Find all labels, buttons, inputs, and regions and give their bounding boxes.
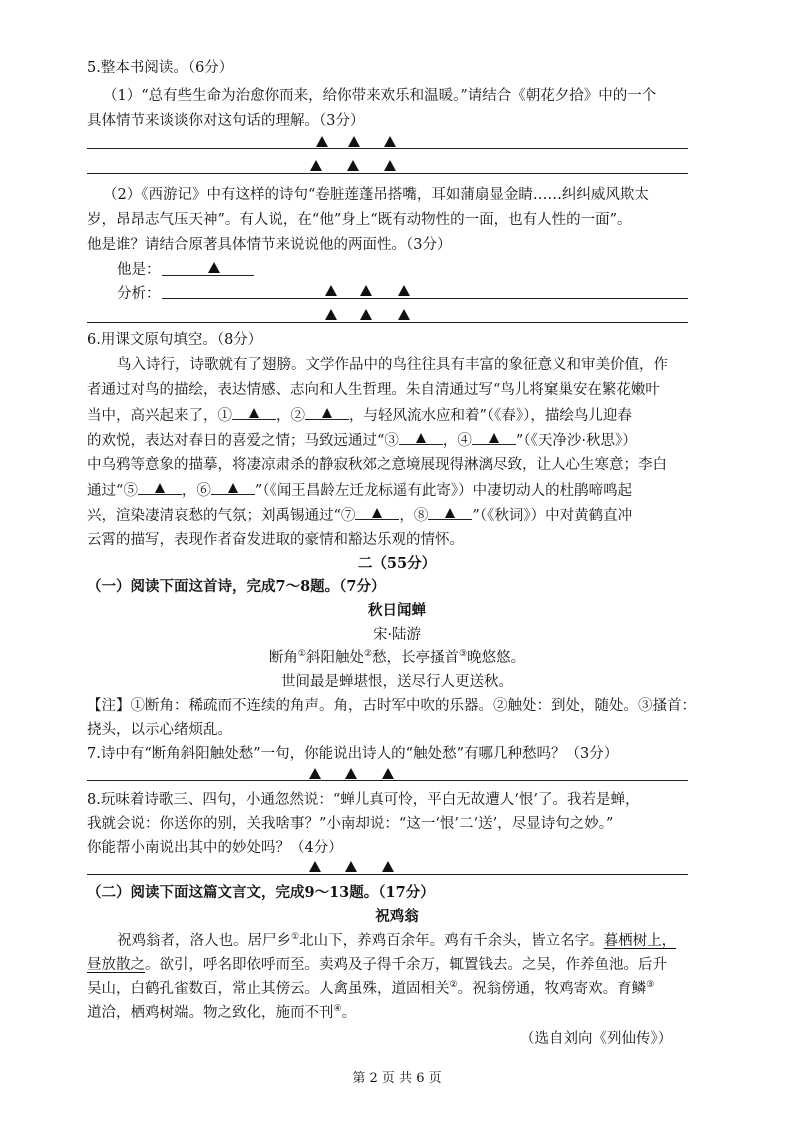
analysis-answer-line[interactable] <box>162 298 688 299</box>
q5-heading: 5.整本书阅读。（6分） <box>87 60 234 76</box>
answer-marker-icon <box>345 768 357 779</box>
answer-marker-icon <box>325 309 337 320</box>
part-b-heading: （二）阅读下面这篇文言文，完成9～13题。（17分） <box>87 884 435 901</box>
answer-line[interactable] <box>87 148 688 149</box>
prose-line1: 祝鸡翁者，洛人也。居尸乡①北山下，养鸡百余年。鸡有千余头，皆立名字。暮栖树上， <box>117 932 677 949</box>
poem-note-line1: 【注】①断角：稀疏而不连续的角声。角，古时军中吹的乐器。②触处：到处，随处。③搔首： <box>87 698 696 714</box>
prose-line3: 吴山，白鹤孔雀数百，常止其傍云。人禽虽殊，道固相关②。祝翁傍通，牧鸡寄欢。育鳞③ <box>87 980 655 997</box>
page-number: 第 2 页 共 6 页 <box>352 1071 442 1086</box>
answer-marker-icon <box>310 160 322 171</box>
fill-blank-7[interactable] <box>355 505 399 520</box>
he-is-answer-line[interactable] <box>162 275 254 276</box>
q6-line3: 当中，高兴起来了，① ，② ，与轻风流水应和着”（《春》），描绘鸟儿迎春 <box>87 405 632 426</box>
q8-line2: 我就会说：你送你的别，关我啥事？”小南却说：“这一‘恨’二‘送’，尽显诗句之妙。” <box>87 816 614 832</box>
analysis-label: 分析： <box>117 286 161 302</box>
q5-part2-line3: 他是谁？请结合原著具体情节来说说他的两面性。（3分） <box>87 237 452 253</box>
q6-line5: 中乌鸦等意象的描摹，将凄凉肃杀的静寂秋郊之意境展现得淋漓尽致，让人心生寒意；李白 <box>87 457 667 473</box>
answer-line[interactable] <box>87 780 688 781</box>
answer-marker-icon <box>384 160 396 171</box>
fill-blank-6[interactable] <box>211 480 255 495</box>
poem-verse-1: 断角①斜阳触处②愁，长亭搔首③晚悠悠。 <box>268 649 526 666</box>
prose-line4: 道洽，栖鸡树端。物之致化，施而不刊④。 <box>87 1004 357 1021</box>
q5-part1-line1: （1）“总有些生命为治愈你而来，给你带来欢乐和温暖。”请结合《朝花夕拾》中的一个 <box>103 88 657 104</box>
q5-part1-line2: 具体情节来谈谈你对这句话的理解。（3分） <box>87 113 365 129</box>
fill-blank-3[interactable] <box>399 430 443 445</box>
answer-line[interactable] <box>87 322 688 323</box>
fill-blank-4[interactable] <box>472 430 516 445</box>
answer-marker-icon <box>398 309 410 320</box>
answer-line[interactable] <box>87 874 688 875</box>
q5-part2-line1: （2）《西游记》中有这样的诗句“卷脏莲蓬吊搭嘴，耳如蒲扇显金睛……纠纠威风欺太 <box>103 187 649 203</box>
fill-blank-2[interactable] <box>305 405 349 420</box>
answer-marker-icon <box>325 285 337 296</box>
prose-line2: 昼放散之。欲引，呼名即依呼而至。卖鸡及子得千余万，辄置钱去。之吴，作养鱼池。后升 <box>87 957 667 973</box>
q6-line2: 者通过对鸟的描绘，表达情感、志向和人生哲理。朱自清通过写“鸟儿将窠巢安在繁花嫩叶 <box>87 382 660 398</box>
answer-marker-icon <box>316 136 328 147</box>
answer-marker-icon <box>360 309 372 320</box>
answer-marker-icon <box>382 768 394 779</box>
q7-text: 7.诗中有“断角斜阳触处愁”一句，你能说出诗人的“触处愁”有哪几种愁吗？（3分） <box>87 746 619 762</box>
q8-line1: 8.玩味着诗歌三、四句，小通忽然说：“蝉儿真可怜，平白无故遭人‘恨’了。我若是蝉， <box>87 792 640 808</box>
he-is-label: 他是： <box>117 262 161 278</box>
poem-verse-2: 世间最是蝉堪恨，送尽行人更送秋。 <box>281 674 513 690</box>
answer-marker-icon <box>345 861 357 872</box>
q6-line8: 云霄的描写，表现作者奋发进取的豪情和豁达乐观的情怀。 <box>87 532 464 548</box>
answer-marker-icon <box>360 285 372 296</box>
q6-line7: 兴，渲染凄清哀愁的气氛；刘禹锡通过“⑦ ，⑧ ”（《秋词》）中对黄鹤直冲 <box>87 505 632 526</box>
q6-line6: 通过“⑤ ，⑥ ”（《闻王昌龄左迁龙标遥有此寄》）中凄切动人的杜鹃啼鸣起 <box>87 480 632 501</box>
answer-marker-icon <box>309 768 321 779</box>
q6-heading: 6.用课文原句填空。（8分） <box>87 332 263 348</box>
poem-author: 宋·陆游 <box>372 627 422 643</box>
fill-blank-8[interactable] <box>428 505 472 520</box>
part-a-heading: （一）阅读下面这首诗，完成7～8题。（7分） <box>87 578 386 595</box>
section-2-title: 二（55分） <box>357 555 437 572</box>
answer-line[interactable] <box>87 173 688 174</box>
poem-note-line2: 挠头，以示心绪烦乱。 <box>87 722 232 738</box>
q8-line3: 你能帮小南说出其中的妙处吗？（4分） <box>87 840 343 856</box>
answer-marker-icon <box>309 861 321 872</box>
fill-blank-5[interactable] <box>138 480 182 495</box>
answer-marker-icon <box>208 262 220 273</box>
answer-marker-icon <box>347 160 359 171</box>
answer-marker-icon <box>382 861 394 872</box>
poem-title: 秋日闻蝉 <box>368 602 426 619</box>
answer-marker-icon <box>398 285 410 296</box>
answer-marker-icon <box>384 136 396 147</box>
fill-blank-1[interactable] <box>232 405 276 420</box>
underlined-sentence: 昼放散之 <box>87 957 145 973</box>
underlined-sentence: 暮栖树上， <box>603 933 677 949</box>
answer-marker-icon <box>348 136 360 147</box>
prose-title: 祝鸡翁 <box>375 908 419 925</box>
prose-source: （选自刘向《列仙传》） <box>520 1031 673 1047</box>
q6-line4: 的欢悦，表达对春日的喜爱之情；马致远通过“③ ，④ ”（《天净沙·秋思》） <box>87 430 637 451</box>
q5-part2-line2: 岁，昂昂志气压天神”。有人说，在“他”身上“既有动物性的一面，也有人性的一面”。 <box>87 212 632 228</box>
q6-line1: 鸟入诗行，诗歌就有了翅膀。文学作品中的鸟往往具有丰富的象征意义和审美价值，作 <box>117 357 668 373</box>
